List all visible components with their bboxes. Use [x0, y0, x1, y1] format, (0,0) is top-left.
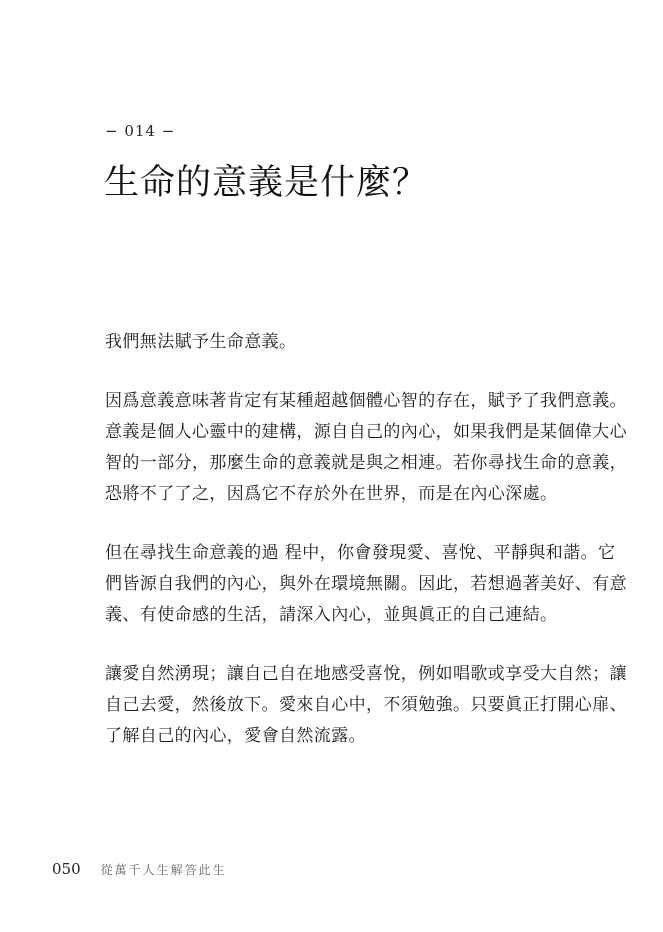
chapter-title: 生命的意義是什麼？ [104, 163, 429, 203]
body-text [105, 327, 627, 780]
text-line: 但在尋找生命意義的過 程中，你會發現愛、喜悅、平靜與和諧。它 [105, 543, 616, 563]
text-line: 智的一部分，那麼生命的意義就是與之相連。若你尋找生命的意義， [105, 453, 627, 473]
text-line: 意義是個人心靈中的建構，源自自己的內心，如果我們是某個偉大心 [105, 422, 627, 442]
running-book-title: 從萬千人生解答此生 [100, 863, 227, 877]
paragraph-4 [105, 659, 627, 752]
text-line: 我們無法賦予生命意義。 [105, 332, 297, 352]
text-line: 讓愛自然湧現；讓自己自在地感受喜悅，例如唱歌或享受大自然；讓 [105, 664, 627, 684]
page-footer [52, 860, 227, 878]
text-line: 們皆源自我們的內心，與外在環境無關。因此，若想過著美好、有意 [105, 574, 627, 594]
paragraph-2 [105, 386, 627, 510]
paragraph-3 [105, 538, 627, 631]
text-line: 自己去愛，然後放下。愛來自心中，不須勉強。只要眞正打開心扉、 [105, 695, 627, 715]
text-line: 恐將不了了之，因爲它不存於外在世界，而是在內心深處。 [105, 484, 558, 504]
page-number: 050 [52, 860, 81, 878]
text-line: 因爲意義意味著肯定有某種超越個體心智的存在，賦予了我們意義。 [105, 391, 627, 411]
text-line: 義、有使命感的生活，請深入內心，並與眞正的自己連結。 [105, 605, 558, 625]
text-line: 了解自己的內心，愛會自然流露。 [105, 726, 366, 746]
chapter-number: − 014 − [105, 122, 176, 140]
paragraph-1 [105, 327, 575, 358]
